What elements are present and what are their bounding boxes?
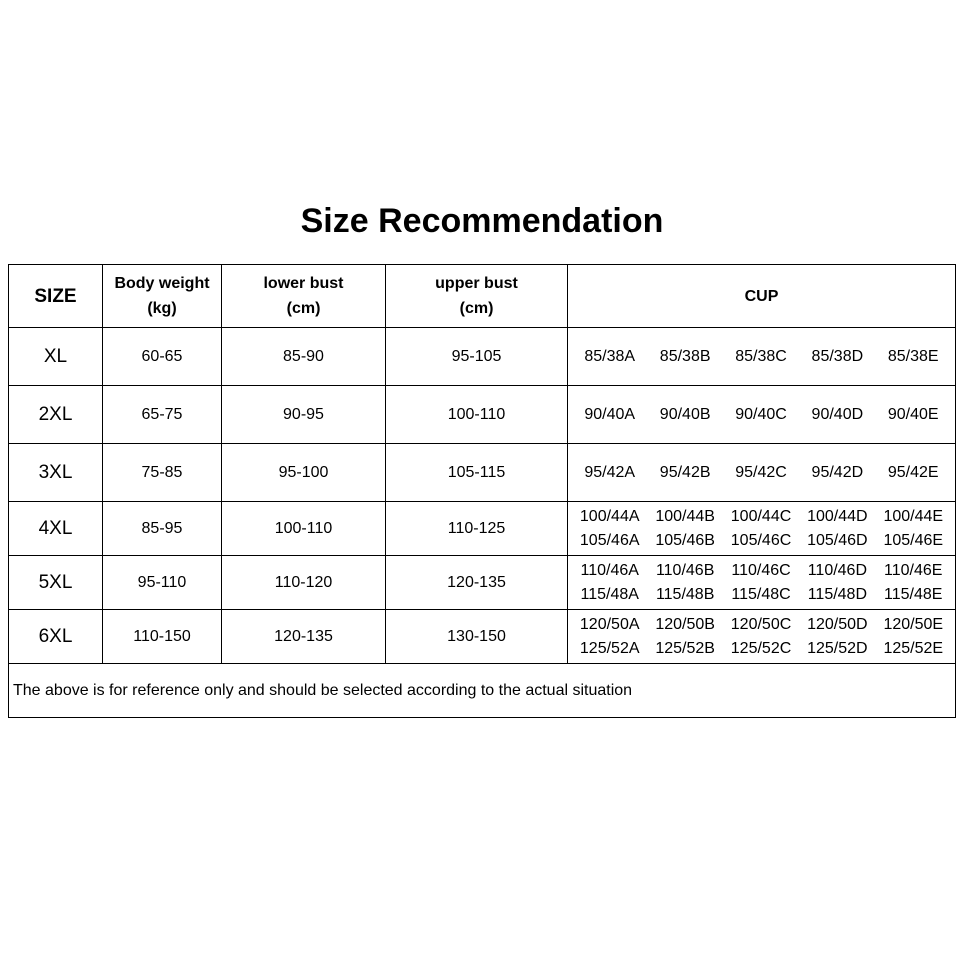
cup-size: 125/52C	[730, 639, 792, 657]
cell-size: 6XL	[9, 610, 103, 664]
cell-cup	[568, 386, 956, 444]
header-lower-unit: (cm)	[286, 300, 321, 317]
page-title: Size Recommendation	[300, 202, 664, 240]
cell-lower: 120-135	[222, 610, 386, 664]
cup-size: 105/46E	[883, 531, 944, 549]
header-size: SIZE	[9, 265, 103, 328]
cup-size: 120/50E	[883, 615, 944, 633]
header-cup: CUP	[568, 265, 956, 328]
cup-size: 105/46A	[579, 531, 640, 549]
cup-size: 125/52D	[807, 639, 868, 657]
cell-upper: 100-110	[386, 386, 568, 444]
cell-size: 5XL	[9, 556, 103, 610]
cup-size: 90/40A	[584, 405, 636, 423]
cup-line	[568, 345, 955, 369]
cell-cup	[568, 502, 956, 556]
cell-lower: 100-110	[222, 502, 386, 556]
cell-size: 2XL	[9, 386, 103, 444]
cup-size: 100/44D	[807, 507, 868, 525]
cup-line	[568, 637, 955, 661]
cell-upper: 130-150	[386, 610, 568, 664]
header-upper-label: upper bust	[435, 275, 518, 292]
cup-line	[568, 583, 955, 607]
cup-size: 100/44A	[579, 507, 640, 525]
table-row	[9, 610, 956, 664]
cup-size: 95/42E	[887, 463, 939, 481]
cup-size: 105/46B	[655, 531, 715, 549]
cup-size: 110/46E	[884, 561, 943, 579]
cell-weight: 65-75	[103, 386, 222, 444]
cup-size: 110/46D	[807, 561, 868, 579]
header-weight-unit: (kg)	[147, 300, 177, 317]
cup-size: 85/38C	[735, 347, 787, 365]
cell-lower: 95-100	[222, 444, 386, 502]
cup-size: 90/40C	[735, 405, 787, 423]
cup-size: 115/48D	[807, 585, 868, 603]
cup-size: 100/44B	[655, 507, 715, 525]
cell-cup	[568, 556, 956, 610]
header-weight-label: Body weight	[114, 275, 210, 292]
header-lower-label: lower bust	[263, 275, 344, 292]
table-row	[9, 556, 956, 610]
cup-size: 120/50A	[579, 615, 640, 633]
cup-size: 120/50C	[730, 615, 792, 633]
cell-lower: 110-120	[222, 556, 386, 610]
cell-upper: 110-125	[386, 502, 568, 556]
cup-size: 110/46A	[580, 561, 639, 579]
table-row	[9, 502, 956, 556]
cup-line	[568, 613, 955, 637]
table-row	[9, 444, 956, 502]
cell-size: 4XL	[9, 502, 103, 556]
table-row	[9, 328, 956, 386]
header-row	[9, 265, 956, 328]
cup-size: 95/42D	[811, 463, 864, 481]
cell-weight: 95-110	[103, 556, 222, 610]
cell-weight: 60-65	[103, 328, 222, 386]
cup-size: 105/46D	[807, 531, 868, 549]
cup-size: 90/40D	[811, 405, 864, 423]
cell-cup	[568, 444, 956, 502]
cell-size: XL	[9, 328, 103, 386]
cup-size: 115/48C	[731, 585, 791, 603]
cup-size: 110/46C	[731, 561, 791, 579]
cup-line	[568, 403, 955, 427]
cell-weight: 110-150	[103, 610, 222, 664]
cup-size: 120/50D	[807, 615, 868, 633]
cup-line	[568, 461, 955, 485]
cup-line	[568, 559, 955, 583]
cup-line	[568, 529, 955, 553]
cup-size: 120/50B	[655, 615, 715, 633]
cup-size: 90/40B	[659, 405, 711, 423]
cell-upper: 95-105	[386, 328, 568, 386]
header-upper-bust	[386, 265, 568, 328]
cell-weight: 85-95	[103, 502, 222, 556]
cup-size: 95/42C	[735, 463, 787, 481]
header-upper-unit: (cm)	[459, 300, 494, 317]
cup-size: 125/52B	[655, 639, 715, 657]
cup-size: 85/38A	[584, 347, 636, 365]
header-lower-bust	[222, 265, 386, 328]
header-weight	[103, 265, 222, 328]
cup-size: 125/52A	[579, 639, 640, 657]
cup-size: 105/46C	[730, 531, 792, 549]
cup-size: 125/52E	[883, 639, 944, 657]
cup-size: 85/38B	[659, 347, 711, 365]
cup-line	[568, 505, 955, 529]
note-row	[9, 664, 956, 718]
cup-size: 115/48E	[884, 585, 943, 603]
cup-size: 110/46B	[655, 561, 715, 579]
size-table	[8, 264, 956, 718]
cup-size: 85/38E	[887, 347, 939, 365]
cup-size: 115/48B	[655, 585, 715, 603]
note: The above is for reference only and should be selected according to the actual situation	[9, 664, 956, 718]
cell-size: 3XL	[9, 444, 103, 502]
cup-size: 100/44C	[730, 507, 792, 525]
cell-upper: 120-135	[386, 556, 568, 610]
cell-cup	[568, 328, 956, 386]
cell-upper: 105-115	[386, 444, 568, 502]
cup-size: 115/48A	[580, 585, 639, 603]
cup-size: 95/42A	[584, 463, 636, 481]
cup-size: 90/40E	[887, 405, 939, 423]
cup-size: 100/44E	[883, 507, 944, 525]
cell-weight: 75-85	[103, 444, 222, 502]
cup-size: 95/42B	[659, 463, 711, 481]
cell-lower: 85-90	[222, 328, 386, 386]
table-row	[9, 386, 956, 444]
cell-cup	[568, 610, 956, 664]
cell-lower: 90-95	[222, 386, 386, 444]
cup-size: 85/38D	[811, 347, 864, 365]
